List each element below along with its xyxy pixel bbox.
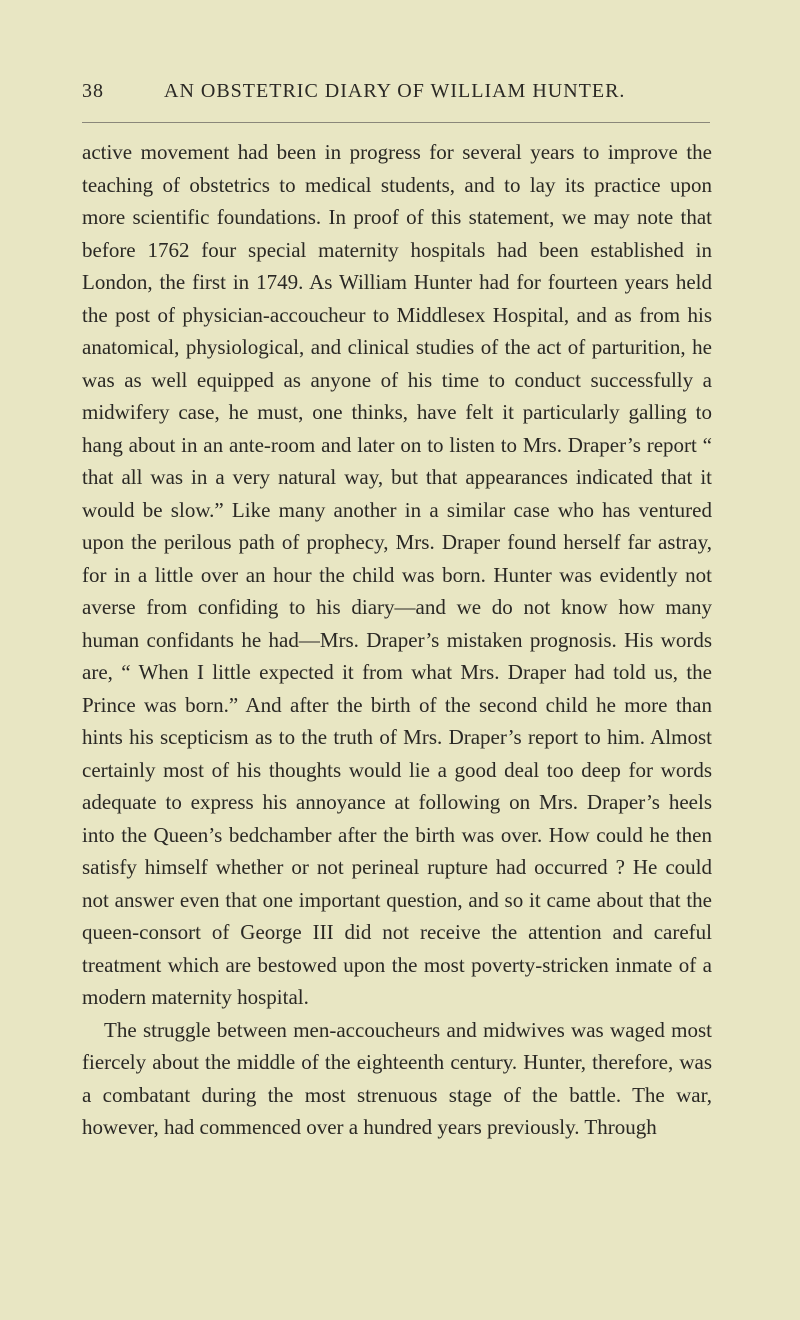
paragraph-1: active movement had been in progress for several years to improve the teaching of obstetrics to medical students, and to lay its practice upon more scientific foundations. In proof of this statement, we may note that before 1762 four special maternity hospitals had been established in London, the first in 1749. As William Hunter had for fourteen years held the post of physician-accoucheur to Middlesex Hospital, and as from his anatomical, physiological, and clinical studies of the act of parturition, he was as well equipped as anyone of his time to conduct successfully a midwifery case, he must, one thinks, have felt it particularly galling to hang about in an ante-room and later on to listen to Mrs. Draper’s report “ that all was in a very natural way, but that appearances indicated that it would be slow.” Like many another in a similar case who has ventured upon the perilous path of prophecy, Mrs. Draper found herself far astray, for in a little over an hour the child was born. Hunter was evidently not averse from confiding to his diary—and we do not know how many human confidants he had—Mrs. Draper’s mistaken prognosis. His words are, “ When I little expected it from what Mrs. Draper had told us, the Prince was born.” And after the birth of the second child he more than hints his scepticism as to the truth of Mrs. Draper’s report to him. Almost certainly most of his thoughts would lie a good deal too deep for words adequate to express his annoyance at following on Mrs. Draper’s heels into the Queen’s bedchamber after the birth was over. How could he then satisfy himself whether or not perineal rupture had occurred ? He could not answer even that one important question, and so it came about that the queen-consort of George III did not receive the attention and careful treatment which are bestowed upon the most poverty-stricken inmate of a modern maternity hospital. (82, 140, 712, 1009)
paragraph-2: The struggle between men-accoucheurs and midwives was waged most fiercely about the middle of the eighteenth century. Hunter, therefore, was a combatant during the most strenuous stage of the battle. The war, however, had commenced over a hundred years previously. Through (82, 1017, 712, 1139)
page-number: 38 (82, 80, 104, 102)
running-head (82, 80, 712, 110)
body-text (82, 136, 712, 1144)
running-title: AN OBSTETRIC DIARY OF WILLIAM HUNTER. (164, 80, 626, 102)
header-rule (82, 122, 710, 123)
